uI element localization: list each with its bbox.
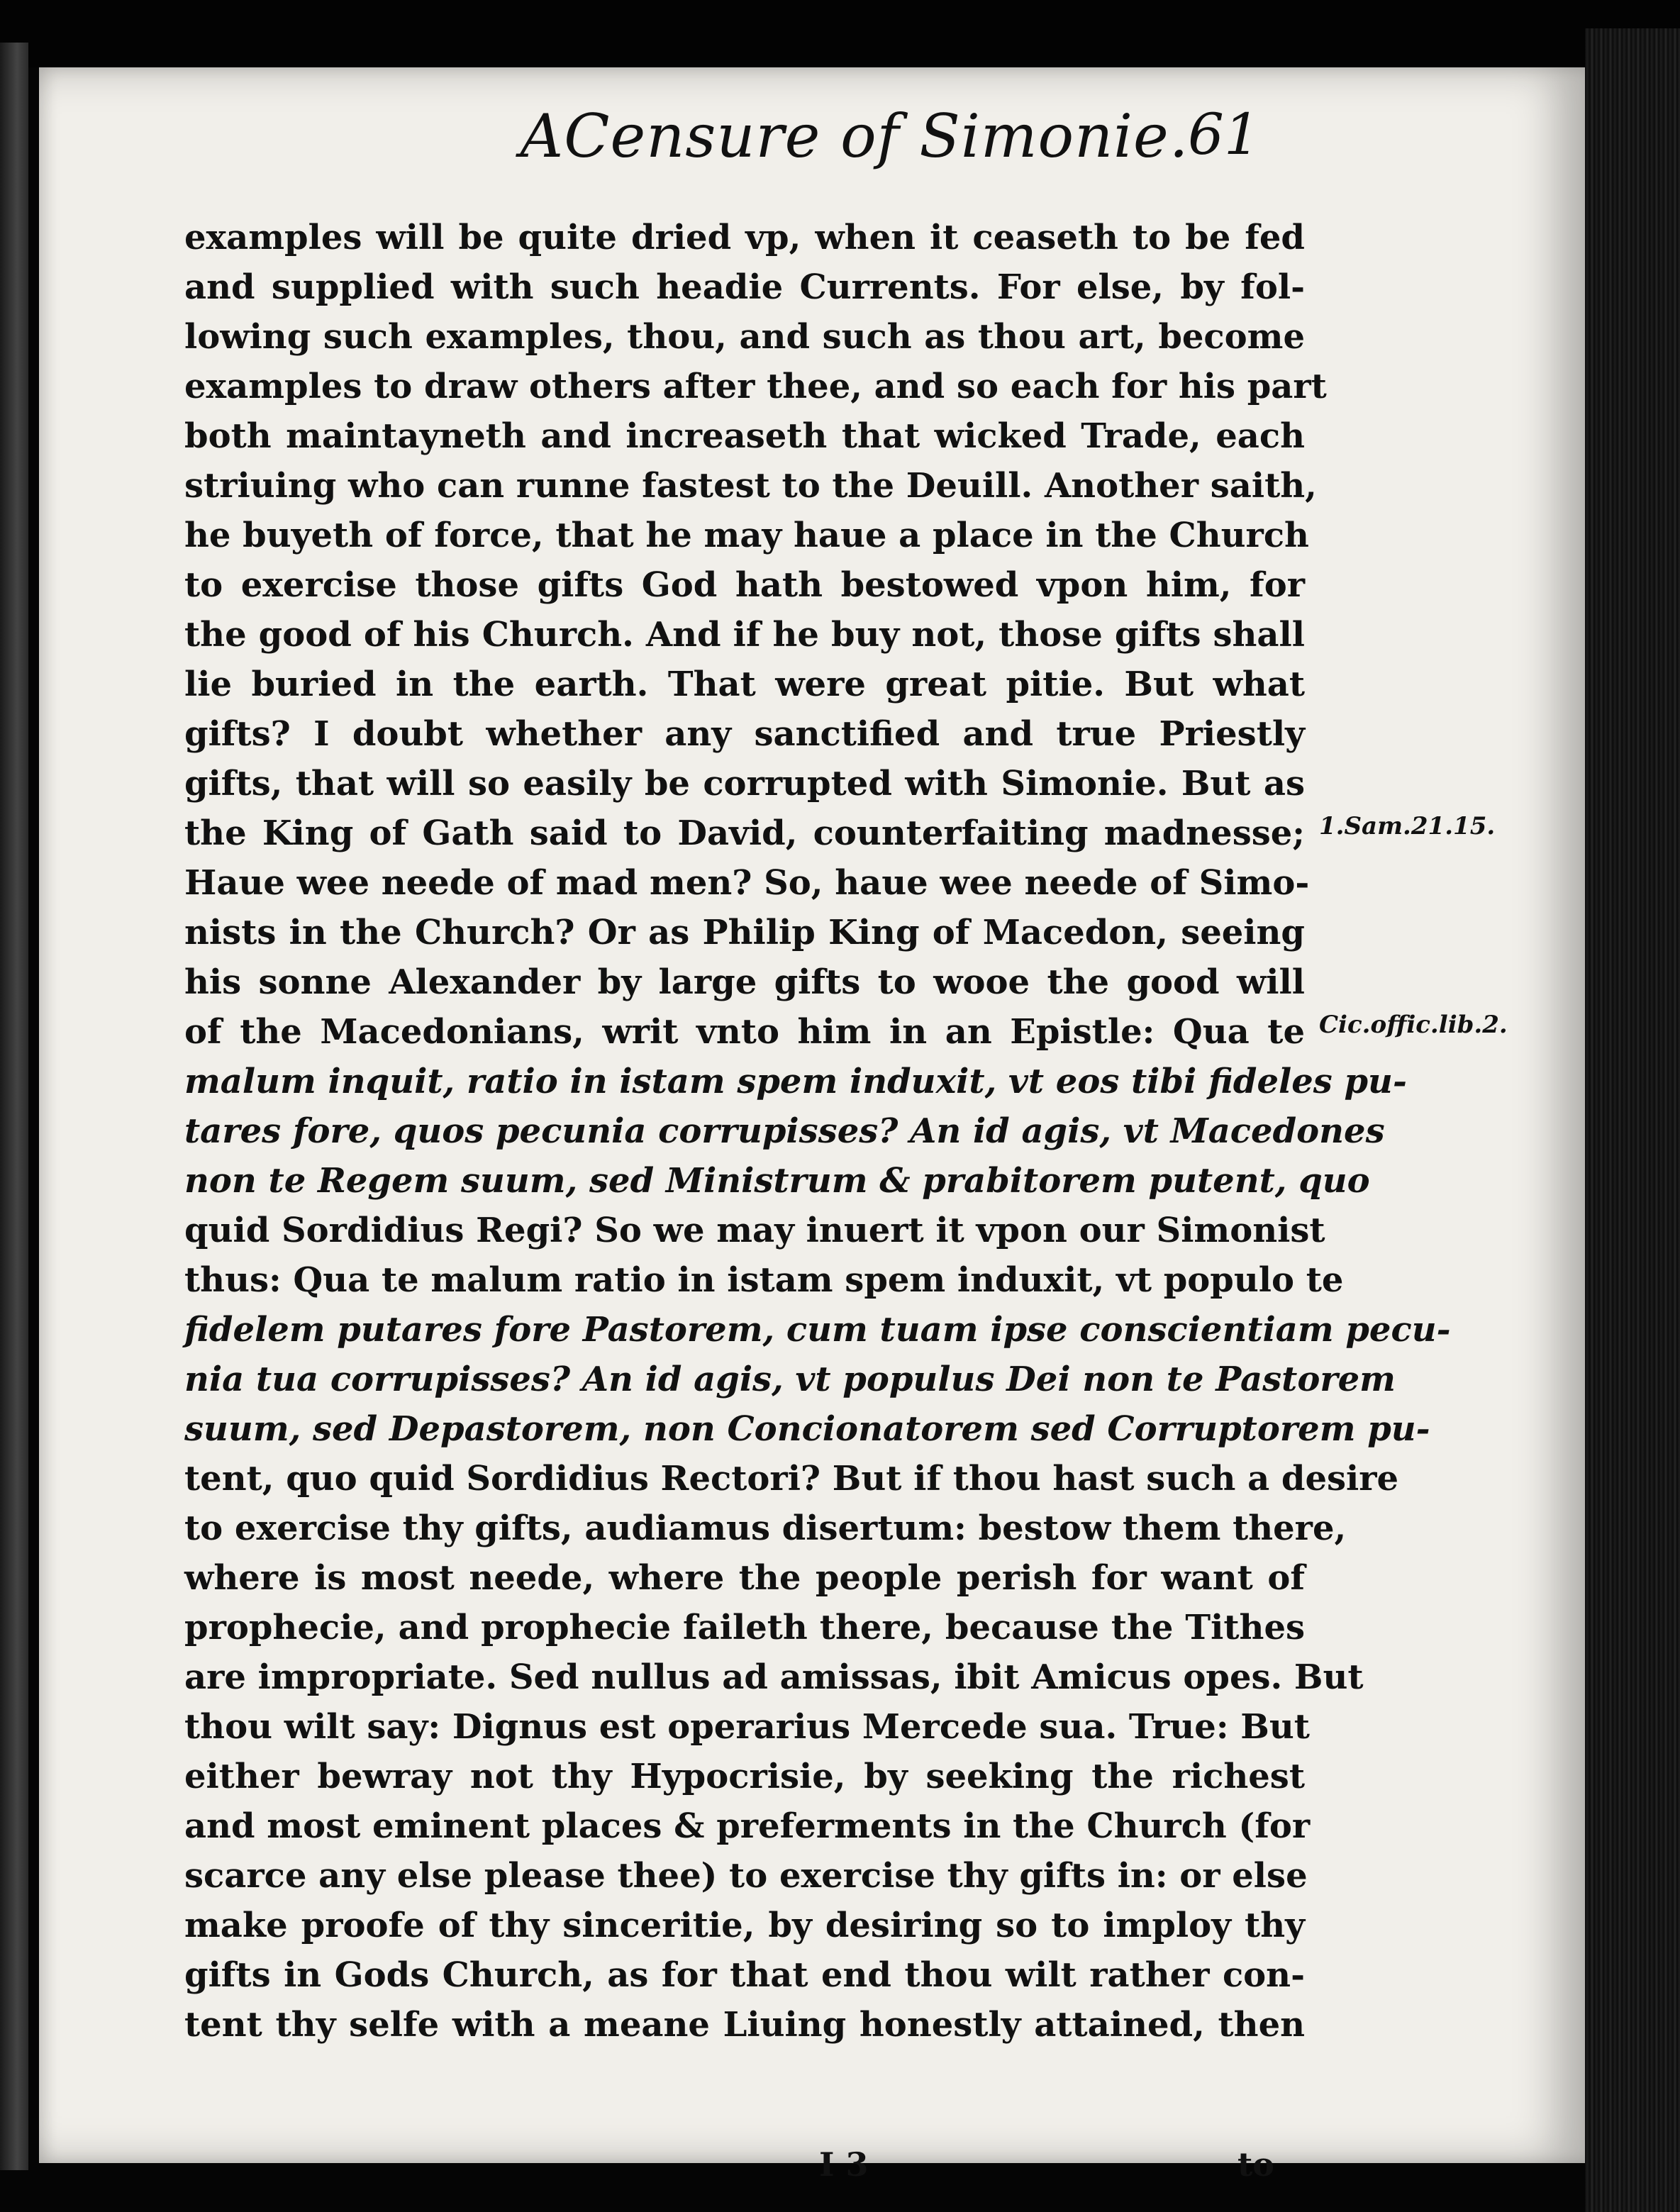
text-line: lie buried in the earth. That were great pitie. But what (184, 665, 1305, 704)
text-line: where is most neede, where the people perish for want of (184, 1558, 1305, 1598)
signature-mark: I 3 (819, 2145, 869, 2184)
text-line: quid Sordidius Regi? So we may inuert it vpon our Simonist (184, 1211, 1325, 1250)
text-line: and most eminent places & preferments in the Church (for (184, 1806, 1311, 1846)
text-line: the good of his Church. And if he buy not, those gifts shall (184, 615, 1305, 655)
text-line: striuing who can runne fastest to the Deuill. Another saith, (184, 466, 1317, 506)
text-line: Haue wee neede of mad men? So, haue wee neede of Simo- (184, 863, 1310, 903)
text-line: his sonne Alexander by large gifts to wooe the good will (184, 962, 1305, 1002)
text-line: scarce any else please thee) to exercise thy gifts in: or else (184, 1856, 1308, 1896)
book-page-edges (1585, 28, 1680, 2212)
text-line: the King of Gath said to David, counterfaiting madnesse; (184, 813, 1305, 853)
text-line: prophecie, and prophecie faileth there, because the Tithes (184, 1608, 1305, 1647)
text-line: lowing such examples, thou, and such as thou art, become (184, 317, 1305, 357)
text-line: examples will be quite dried vp, when it ceaseth to be fed (184, 218, 1305, 257)
text-line: of the Macedonians, writ vnto him in an Epistle: Qua te (184, 1012, 1305, 1052)
text-line: to exercise thy gifts, audiamus disertum: bestow them there, (184, 1508, 1347, 1548)
book-page (39, 67, 1585, 2184)
text-line: both maintayneth and increaseth that wicked Trade, each (184, 416, 1305, 456)
text-line: examples to draw others after thee, and so each for his part (184, 367, 1327, 406)
text-line: to exercise those gifts God hath bestowed vpon him, for (184, 565, 1305, 605)
margin-note: Cic.offic.lib.2. (1319, 1011, 1508, 1039)
latin-quote-line: fidelem putares fore Pastorem, cum tuam ipse conscientiam pecu- (184, 1310, 1451, 1350)
text-line: nists in the Church? Or as Philip King of Macedon, seeing (184, 913, 1305, 952)
text-line: he buyeth of force, that he may haue a place in the Church (184, 516, 1309, 555)
text-line: gifts? I doubt whether any sanctified and true Priestly (184, 714, 1305, 754)
text-line: tent thy selfe with a meane Liuing honestly attained, then (184, 2005, 1305, 2045)
text-line: tent, quo quid Sordidius Rectori? But if thou hast such a desire (184, 1459, 1399, 1499)
text-line: gifts in Gods Church, as for that end thou wilt rather con- (184, 1955, 1305, 1995)
catchword: to (1237, 2145, 1274, 2184)
latin-quote-line: non te Regem suum, sed Ministrum & prabitorem putent, quo (184, 1161, 1370, 1201)
text-line: gifts, that will so easily be corrupted with Simonie. But as (184, 764, 1305, 804)
latin-quote-line: malum inquit, ratio in istam spem induxit, vt eos tibi fideles pu- (184, 1062, 1407, 1101)
page-number: 61 (1188, 101, 1260, 167)
running-head: ACensure of Simonie. (520, 101, 1189, 171)
text-line: thus: Qua te malum ratio in istam spem induxit, vt populo te (184, 1260, 1344, 1300)
text-line: either bewray not thy Hypocrisie, by seeking the richest (184, 1757, 1305, 1796)
text-line: make proofe of thy sinceritie, by desiring so to imploy thy (184, 1906, 1305, 1945)
latin-quote-line: nia tua corrupisses? An id agis, vt populus Dei non te Pastorem (184, 1360, 1396, 1399)
previous-page-edge (0, 43, 28, 2170)
text-line: thou wilt say: Dignus est operarius Mercede sua. True: But (184, 1707, 1310, 1747)
text-line: and supplied with such headie Currents. For else, by fol- (184, 267, 1305, 307)
latin-quote-line: tares fore, quos pecunia corrupisses? An id agis, vt Macedones (184, 1111, 1385, 1151)
latin-quote-line: suum, sed Depastorem, non Concionatorem sed Corruptorem pu- (184, 1409, 1430, 1449)
text-line: are impropriate. Sed nullus ad amissas, ibit Amicus opes. But (184, 1657, 1364, 1697)
margin-note: 1.Sam.21.15. (1319, 812, 1496, 840)
scan-top-border (0, 0, 1680, 67)
